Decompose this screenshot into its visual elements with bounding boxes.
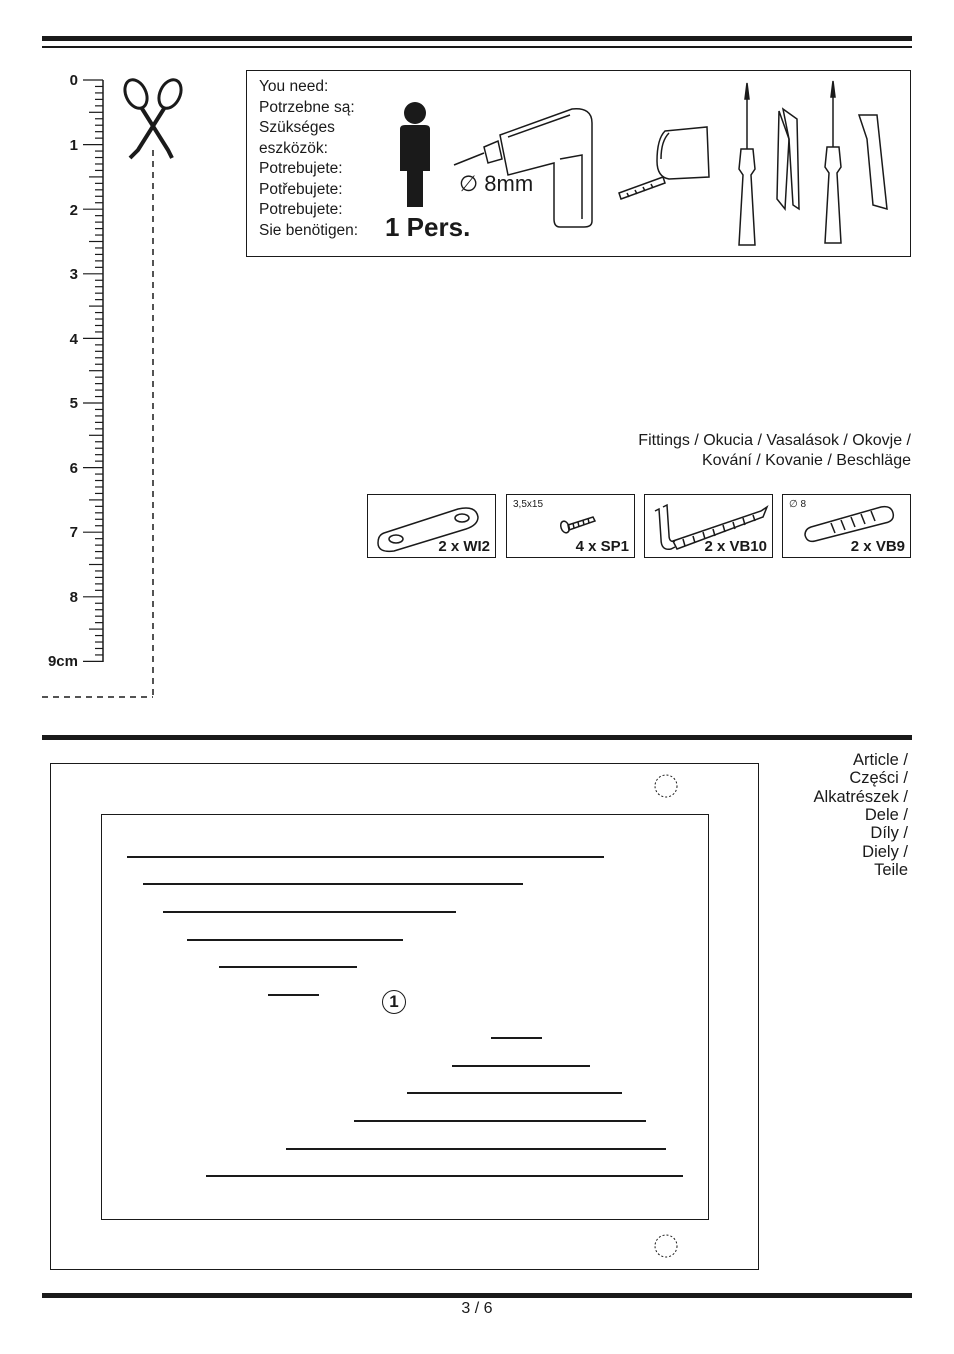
drill-icon bbox=[452, 101, 612, 231]
scissors-icon bbox=[121, 76, 186, 158]
you-need-line: Potrebujete: bbox=[259, 160, 343, 177]
ruler-label-6: 6 bbox=[69, 460, 78, 477]
ruler-label-0: 0 bbox=[69, 72, 78, 89]
fitting-spec: ∅ 8 bbox=[789, 499, 807, 510]
screw-icon bbox=[559, 511, 599, 535]
cut-out-ruler bbox=[0, 0, 240, 710]
part-number-badge: 1 bbox=[382, 990, 406, 1014]
fitting-vb10 bbox=[644, 494, 773, 558]
fitting-wi2 bbox=[367, 494, 496, 558]
ruler-label-2: 2 bbox=[69, 202, 78, 219]
mirror-line bbox=[206, 1175, 683, 1177]
you-need-line: eszközök: bbox=[259, 139, 328, 157]
person-icon bbox=[395, 101, 435, 211]
hole-marker-icon bbox=[652, 768, 682, 808]
mirror-line bbox=[286, 1148, 666, 1150]
mirror-line bbox=[163, 911, 456, 913]
mirror-line bbox=[127, 856, 604, 858]
article-label: Díly / bbox=[870, 824, 908, 843]
ruler-graphic bbox=[0, 0, 240, 710]
section-rule bbox=[42, 735, 912, 740]
ruler-label-3: 3 bbox=[69, 266, 78, 283]
ruler-label-8: 8 bbox=[69, 589, 78, 606]
fitting-label: 2 x WI2 bbox=[438, 538, 490, 555]
ruler-label-7: 7 bbox=[69, 524, 78, 541]
you-need-line: Potrebujete: bbox=[259, 201, 343, 218]
article-label: Części / bbox=[849, 769, 908, 788]
article-label: Dele / bbox=[864, 805, 908, 824]
you-need-line: You need: bbox=[259, 78, 329, 95]
mirror-line bbox=[452, 1065, 590, 1067]
you-need-line: Potřebujete: bbox=[259, 180, 343, 198]
you-need-line: Szükséges bbox=[259, 119, 335, 136]
you-need-line: Potrzebne są: bbox=[259, 98, 355, 116]
bottom-rule bbox=[42, 1293, 912, 1298]
mirror-line bbox=[491, 1037, 542, 1039]
article-inner-frame bbox=[101, 814, 709, 1220]
article-label: Teile bbox=[874, 860, 908, 879]
article-label: Diely / bbox=[862, 842, 908, 861]
ruler-label-4: 4 bbox=[69, 331, 78, 348]
ruler-label-9cm: 9cm bbox=[47, 653, 78, 670]
wall-plug-icon bbox=[801, 503, 901, 543]
fitting-label: 2 x VB10 bbox=[704, 538, 767, 555]
hole-marker-icon bbox=[652, 1228, 682, 1268]
tools-needed-box bbox=[246, 70, 911, 257]
mirror-line bbox=[407, 1092, 622, 1094]
drill-diameter: ∅ 8mm bbox=[459, 171, 534, 196]
fitting-spec: 3,5x15 bbox=[513, 499, 544, 510]
page-number: 3 / 6 bbox=[461, 1300, 493, 1317]
mirror-line bbox=[187, 939, 403, 941]
ruler-label-1: 1 bbox=[69, 137, 78, 154]
mirror-line bbox=[219, 966, 357, 968]
tape-measure-icon bbox=[617, 121, 717, 201]
fitting-label: 4 x SP1 bbox=[575, 538, 629, 555]
fitting-sp1 bbox=[506, 494, 635, 558]
fittings-title-line2: Kování / Kovanie / Beschläge bbox=[701, 452, 911, 469]
fitting-label: 2 x VB9 bbox=[850, 538, 905, 555]
mirror-line bbox=[143, 883, 523, 885]
fitting-vb9 bbox=[782, 494, 911, 558]
mirror-line bbox=[354, 1120, 646, 1122]
article-label: Article / bbox=[852, 751, 908, 769]
article-label: Alkatrészek / bbox=[813, 787, 908, 806]
screwdrivers-icon bbox=[727, 79, 907, 249]
persons-count: 1 Pers. bbox=[385, 212, 471, 242]
ruler-label-5: 5 bbox=[69, 395, 78, 412]
you-need-line: Sie benötigen: bbox=[259, 221, 359, 239]
mirror-line bbox=[268, 994, 319, 996]
fittings-title-line1: Fittings / Okucia / Vasalások / Okovje / bbox=[638, 432, 911, 449]
